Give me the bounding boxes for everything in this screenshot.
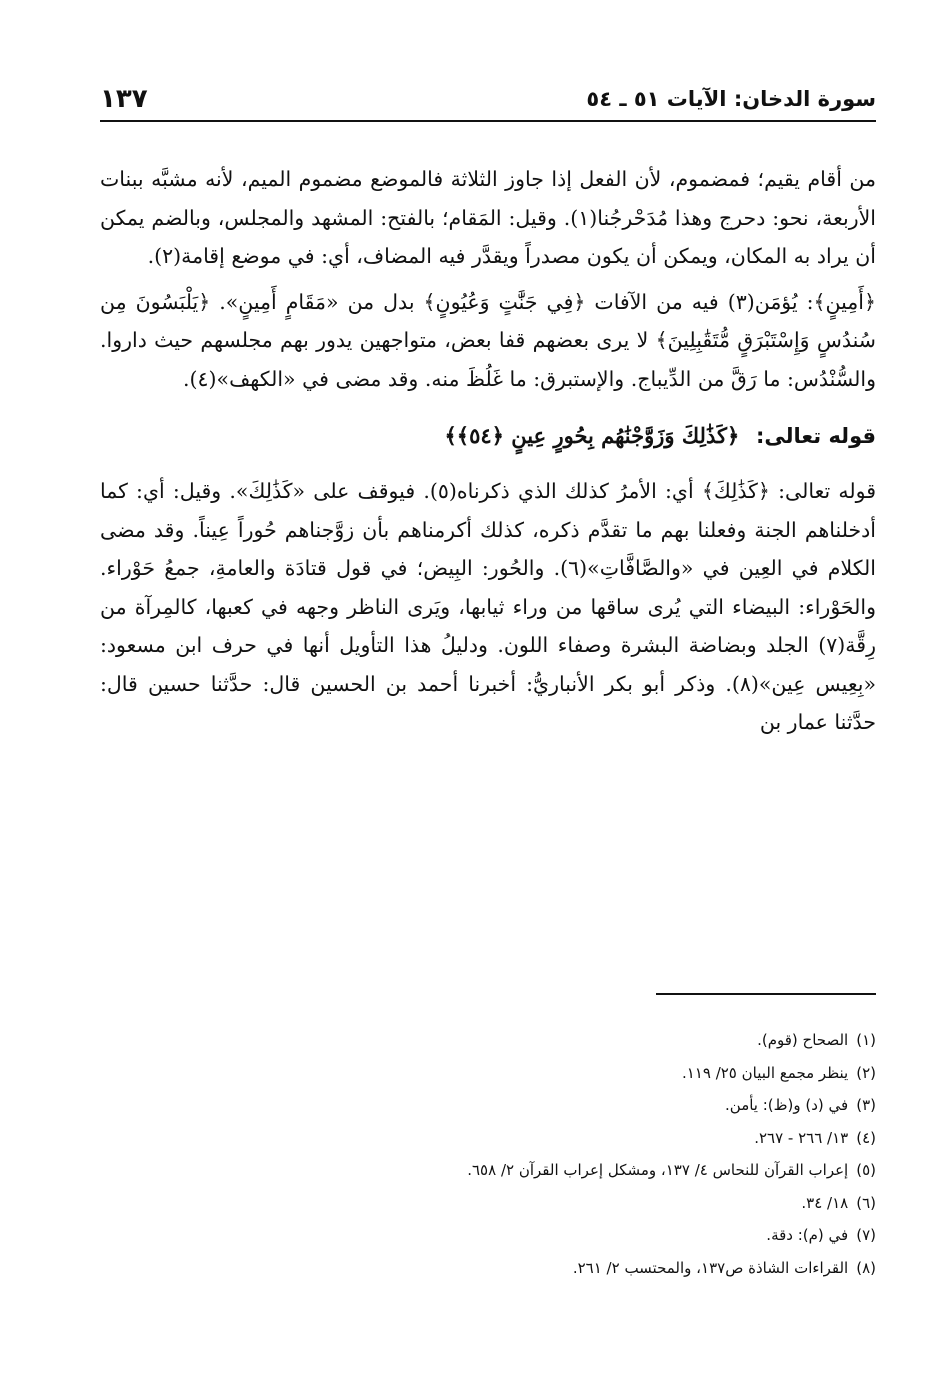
footnote-number: (١) (856, 1031, 876, 1049)
footnote-text: ١٣/ ٢٦٦ - ٢٦٧. (754, 1128, 849, 1147)
footnote (100, 1154, 876, 1187)
verse-heading-lead: قوله تعالى: (755, 424, 876, 448)
footnote-separator (656, 993, 876, 995)
footnotes (100, 1024, 876, 1284)
footnote-number: (٤) (856, 1128, 876, 1147)
footnote (100, 1089, 876, 1122)
footnote-number: (٧) (856, 1226, 876, 1244)
quran-verse: ﴿كَذَٰلِكَ وَزَوَّجْنَٰهُم بِحُورٍ عِينٍ ﴿٥٤﴾﴾ (444, 423, 740, 448)
footnote-text: في (م): دقة. (766, 1226, 849, 1244)
footnote-text: ينظر مجمع البيان ٢٥/ ١١٩. (681, 1063, 849, 1082)
footnote-number: (٨) (856, 1258, 876, 1277)
paragraph: ﴿أَمِينٍ﴾: يُؤمَن(٣) فيه من الآفات ﴿فِي جَنَّٰتٍ وَعُيُونٍ﴾ بدل من «مَقَامٍ أَمِينٍ». ﴿يَلْبَسُونَ مِن سُندُسٍ وَإِسْتَبْرَقٍ مُّتَقَٰبِلِينَ﴾ لا يرى بعضهم قفا بعض، متواجهين يدور بهم مجلسهم حيث داروا. والسُّنْدُس: ما رَقَّ من الدِّيباج. والإستبرق: ما غَلُظَ منه. وقد مضى في «الكهف»(٤). (100, 289, 876, 391)
paragraph: قوله تعالى: ﴿كَذَٰلِكَ﴾ أي: الأمرُ كذلك الذي ذكرناه(٥). فيوقف على «كَذَٰلِكَ». وقيل: أي: كما أدخلناهم الجنة وفعلنا بهم ما تقدَّم ذكره، كذلك أكرمناهم بأن زوَّجناهم حُوراً عِيناً. وقد مضى الكلام في العِين في «والصَّافَّاتِ»(٦). والحُور: البِيض؛ في قول قتادَة والعامةِ، جمعُ حَوْراء. والحَوْراء: البيضاء التي يُرى ساقها من وراء ثيابها، ويَرى الناظر وجهه في كعبها، كالمِرآة من رِقَّة(٧) الجلد وبضاضة البشرة وصفاء اللون. ودليلُ هذا التأويل أنها في حرف ابن مسعود: «بِعِيس عِين»(٨). وذكر أبو بكر الأنباريُّ: أخبرنا أحمد بن الحسين قال: حدَّثنا حسين قال: حدَّثنا عمار بن (100, 479, 876, 734)
page-header (100, 78, 876, 122)
footnote-text: ١٨/ ٣٤. (801, 1193, 849, 1212)
footnote-number: (٢) (856, 1063, 876, 1082)
footnote-text: إعراب القرآن للنحاس ٤/ ١٣٧، ومشكل إعراب القرآن ٢/ ٦٥٨. (467, 1161, 849, 1179)
footnote-text: القراءات الشاذة ص١٣٧، والمحتسب ٢/ ٢٦١. (572, 1258, 849, 1277)
footnote (100, 1024, 876, 1057)
footnote (100, 1057, 876, 1090)
footnote-number: (٣) (856, 1096, 876, 1114)
footnote (100, 1187, 876, 1220)
footnote (100, 1252, 876, 1285)
running-title: سورة الدخان: الآيات ٥١ ـ ٥٤ (586, 87, 876, 111)
page-number: ١٣٧ (100, 84, 148, 114)
paragraph: من أقام يقيم؛ فمضموم، لأن الفعل إذا جاوز الثلاثة فالموضع مضموم الميم، لأنه مشبَّه ببنات الأربعة، نحو: دحرج وهذا مُدَحْرجُنا(١). وقيل: المَقام؛ بالفتح: المشهد والمجلس، وبالضم يمكن أن يراد به المكان، ويمكن أن يكون مصدراً ويقدَّر فيه المضاف، أي: في موضع إقامة(٢). (100, 167, 876, 268)
verse-heading (100, 414, 876, 458)
footnote (100, 1219, 876, 1252)
footnote (100, 1122, 876, 1155)
footnote-text: في (د) و(ظ): يأمن. (725, 1096, 849, 1114)
footnote-number: (٥) (856, 1161, 876, 1179)
footnote-text: الصحاح (قوم). (757, 1031, 849, 1049)
footnote-number: (٦) (856, 1193, 876, 1212)
main-text (100, 160, 876, 742)
